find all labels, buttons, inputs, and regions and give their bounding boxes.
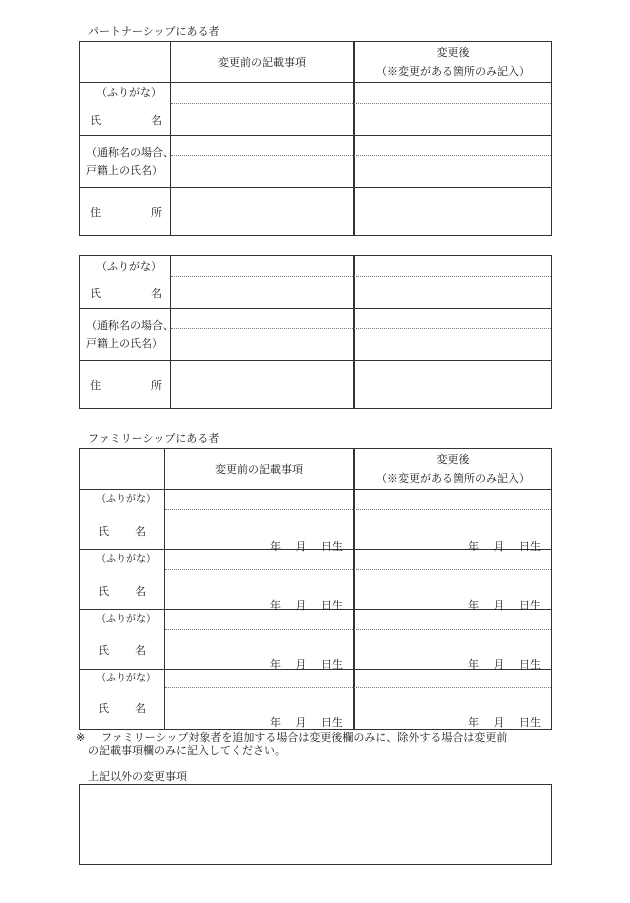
- after-alias-field[interactable]: [355, 309, 551, 360]
- after-header-note: （※変更がある箇所のみ記入）: [376, 65, 530, 78]
- before-member-3-field[interactable]: [165, 610, 353, 669]
- before-member-4-field[interactable]: [165, 670, 353, 729]
- after-name-field[interactable]: [355, 104, 551, 135]
- after-header-note: （※変更がある箇所のみ記入）: [376, 472, 530, 485]
- before-header: 変更前の記載事項: [218, 56, 306, 69]
- before-furigana-field[interactable]: [171, 256, 353, 276]
- alias-label-line1: （通称名の場合、: [86, 319, 174, 332]
- address-label: 住 所: [90, 379, 162, 392]
- birthdate-before: 年 月 日生: [270, 658, 343, 671]
- birthdate-before: 年 月 日生: [270, 716, 343, 729]
- before-name-field[interactable]: [171, 104, 353, 135]
- familyship-section-title: ファミリーシップにある者: [88, 432, 220, 445]
- note-line-2: の記載事項欄のみに記入してください。: [88, 744, 286, 757]
- name-label: 氏 名: [90, 114, 162, 127]
- after-address-field[interactable]: [355, 188, 551, 235]
- birthdate-before: 年 月 日生: [270, 599, 343, 612]
- before-member-1-field[interactable]: [165, 490, 353, 549]
- furigana-label: （ふりがな）: [96, 673, 156, 684]
- furigana-label: （ふりがな）: [96, 614, 156, 625]
- name-label: 氏 名: [90, 287, 162, 300]
- after-header: 変更後: [436, 453, 470, 466]
- after-alias-field[interactable]: [355, 136, 551, 187]
- before-header: 変更前の記載事項: [215, 463, 303, 476]
- birthdate-after: 年 月 日生: [468, 716, 541, 729]
- before-name-field[interactable]: [171, 277, 353, 308]
- address-label: 住 所: [90, 206, 162, 219]
- name-label: 氏 名: [98, 644, 146, 657]
- after-member-2-field[interactable]: [355, 550, 551, 609]
- alias-label-line2: 戸籍上の氏名）: [86, 337, 163, 350]
- partnership-table: [79, 41, 552, 236]
- before-alias-field[interactable]: [171, 309, 353, 360]
- before-member-2-field[interactable]: [165, 550, 353, 609]
- after-furigana-field[interactable]: [355, 83, 551, 103]
- before-address-field[interactable]: [171, 361, 353, 408]
- before-alias-field[interactable]: [171, 136, 353, 187]
- before-address-field[interactable]: [171, 188, 353, 235]
- after-member-1-field[interactable]: [355, 490, 551, 549]
- partnership-table-2: [79, 255, 552, 409]
- familyship-table: [79, 448, 552, 730]
- birthdate-after: 年 月 日生: [468, 658, 541, 671]
- birthdate-after: 年 月 日生: [468, 540, 541, 553]
- furigana-label: （ふりがな）: [96, 86, 162, 99]
- after-member-3-field[interactable]: [355, 610, 551, 669]
- birthdate-after: 年 月 日生: [468, 599, 541, 612]
- furigana-label: （ふりがな）: [96, 554, 156, 565]
- note-mark: ※: [76, 731, 86, 744]
- after-address-field[interactable]: [355, 361, 551, 408]
- after-member-4-field[interactable]: [355, 670, 551, 729]
- alias-label-line1: （通称名の場合、: [86, 146, 174, 159]
- furigana-label: （ふりがな）: [96, 494, 156, 505]
- note-line-1: ファミリーシップ対象者を追加する場合は変更後欄のみに、除外する場合は変更前: [101, 731, 508, 744]
- after-furigana-field[interactable]: [355, 256, 551, 276]
- before-furigana-field[interactable]: [171, 83, 353, 103]
- birthdate-before: 年 月 日生: [270, 540, 343, 553]
- name-label: 氏 名: [98, 525, 146, 538]
- other-section-title: 上記以外の変更事項: [88, 770, 187, 783]
- other-changes-field[interactable]: [79, 784, 552, 865]
- alias-label-line2: 戸籍上の氏名）: [86, 164, 163, 177]
- name-label: 氏 名: [98, 702, 146, 715]
- partnership-section-title: パートナーシップにある者: [88, 25, 220, 38]
- furigana-label: （ふりがな）: [96, 260, 162, 273]
- after-header: 変更後: [436, 46, 470, 59]
- after-name-field[interactable]: [355, 277, 551, 308]
- name-label: 氏 名: [98, 585, 146, 598]
